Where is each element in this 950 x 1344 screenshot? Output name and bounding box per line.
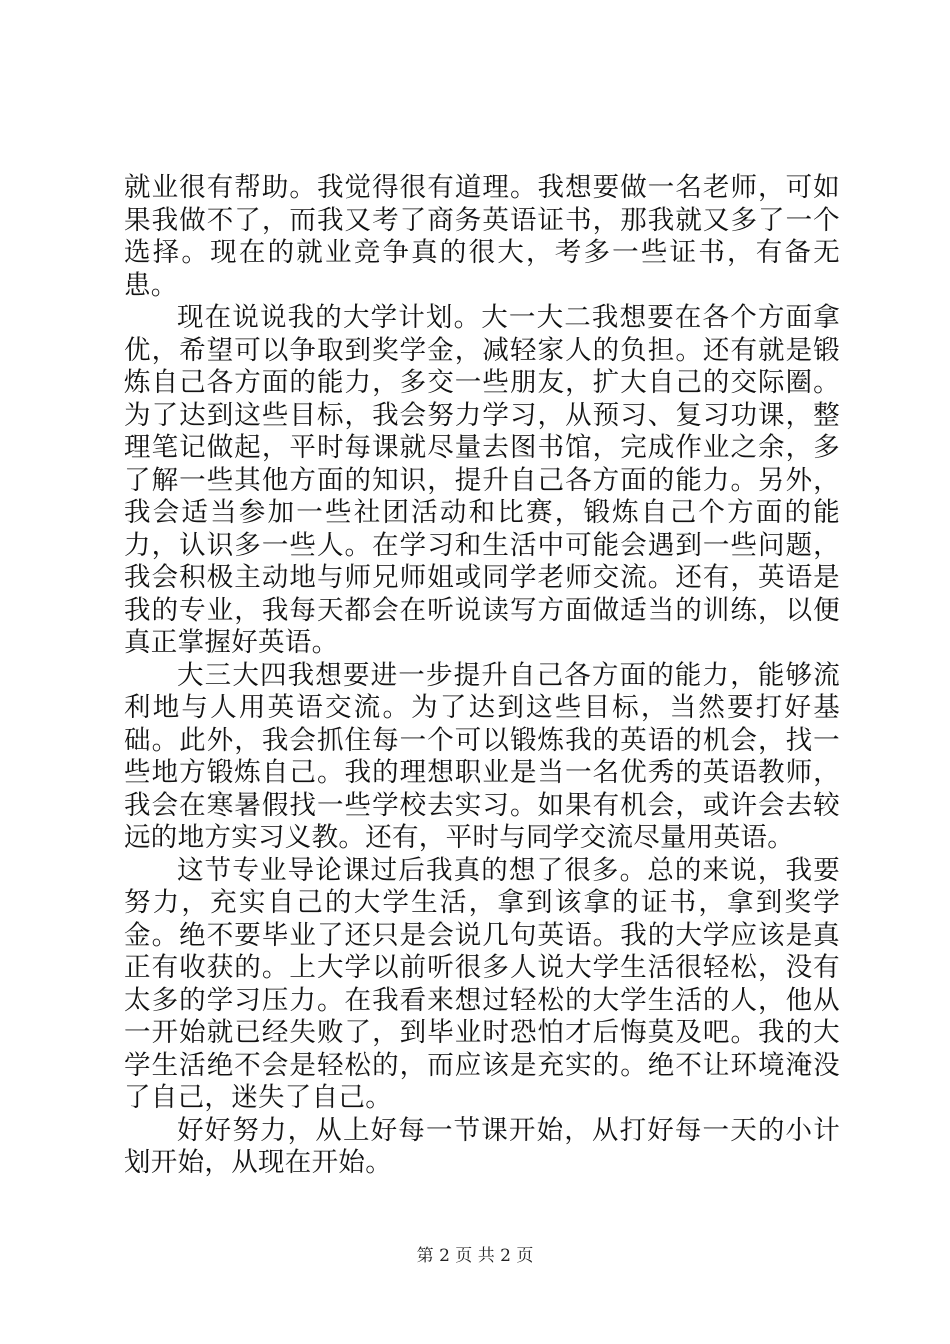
document-body	[124, 172, 840, 1180]
paragraph-4: 这节专业导论课过后我真的想了很多。总的来说，我要努力，充实自己的大学生活，拿到该拿的证书，拿到奖学金。绝不要毕业了还只是会说几句英语。我的大学应该是真正有收获的。上大学以前听很多人说大学生活很轻松，没有太多的学习压力。在我看来想过轻松的大学生活的人，他从一开始就已经失败了，到毕业时恐怕才后悔莫及吧。我的大学生活绝不会是轻松的，而应该是充实的。绝不让环境淹没了自己，迷失了自己。	[124, 854, 840, 1113]
paragraph-3: 大三大四我想要进一步提升自己各方面的能力，能够流利地与人用英语交流。为了达到这些目标，当然要打好基础。此外，我会抓住每一个可以锻炼我的英语的机会，找一些地方锻炼自己。我的理想职业是当一名优秀的英语教师，我会在寒暑假找一些学校去实习。如果有机会，或许会去较远的地方实习义教。还有，平时与同学交流尽量用英语。	[124, 659, 840, 853]
paragraph-1: 就业很有帮助。我觉得很有道理。我想要做一名老师，可如果我做不了，而我又考了商务英语证书，那我就又多了一个选择。现在的就业竞争真的很大，考多一些证书，有备无患。	[124, 172, 840, 301]
paragraph-2: 现在说说我的大学计划。大一大二我想要在各个方面拿优，希望可以争取到奖学金，减轻家人的负担。还有就是锻炼自己各方面的能力，多交一些朋友，扩大自己的交际圈。为了达到这些目标，我会努力学习，从预习、复习功课，整理笔记做起，平时每课就尽量去图书馆，完成作业之余，多了解一些其他方面的知识，提升自己各方面的能力。另外，我会适当参加一些社团活动和比赛，锻炼自己个方面的能力，认识多一些人。在学习和生活中可能会遇到一些问题，我会积极主动地与师兄师姐或同学老师交流。还有，英语是我的专业，我每天都会在听说读写方面做适当的训练，以便真正掌握好英语。	[124, 302, 840, 658]
page-number-footer: 第 2 页 共 2 页	[416, 1246, 534, 1266]
paragraph-5: 好好努力，从上好每一节课开始，从打好每一天的小计划开始，从现在开始。	[124, 1114, 840, 1178]
